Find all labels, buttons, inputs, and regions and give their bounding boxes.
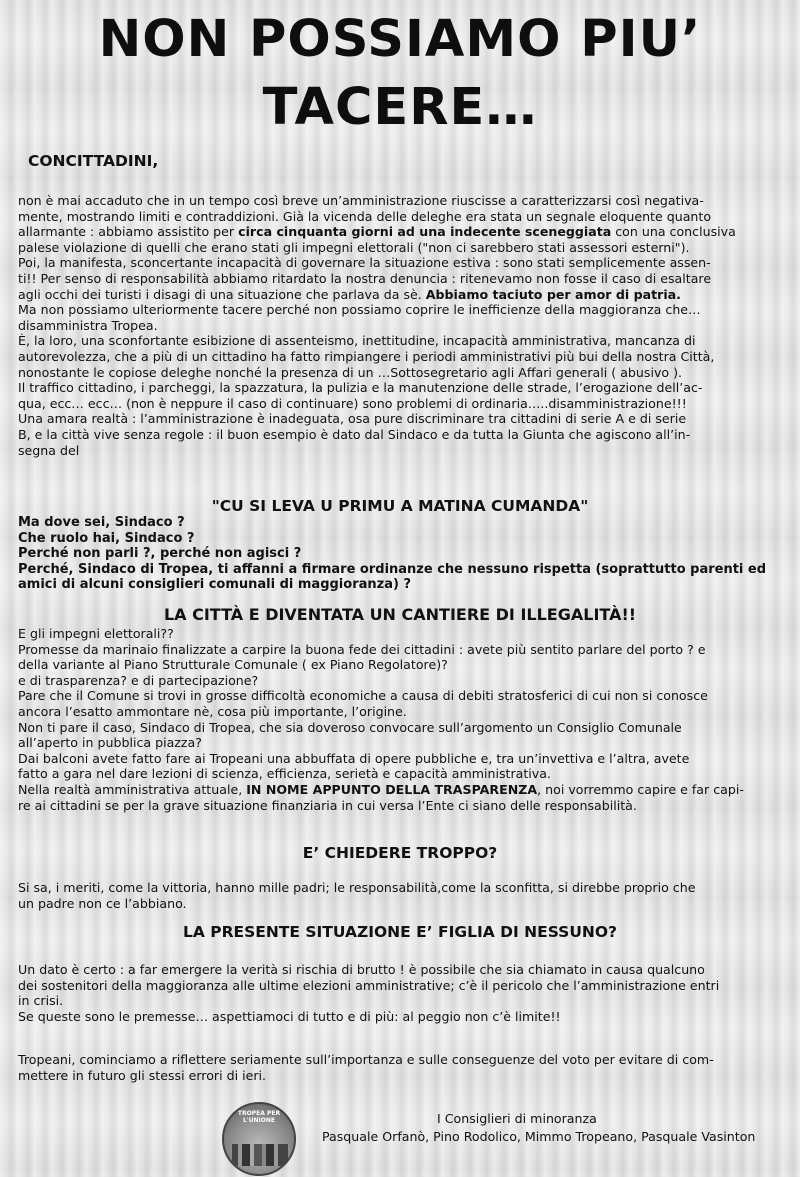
text-line: Si sa, i meriti, come la vittoria, hanno mille padri; le responsabilità,come la sconfitta, si direbbe proprio che (18, 880, 696, 895)
text-line: Il traffico cittadino, i parcheggi, la spazzatura, la pulizia e la manutenzione delle strade, l’erogazione dell’ac- (18, 380, 703, 396)
party-logo (222, 1102, 296, 1176)
text-line: re ai cittadini se per la grave situazione finanziaria in cui versa l’Ente ci siano delle responsabilità. (18, 797, 637, 813)
text-line: E gli impegni elettorali?? (18, 626, 174, 641)
text-line: Non ti pare il caso, Sindaco di Tropea, che sia doveroso convocare sull’argomento un Consiglio Comunale (18, 719, 682, 735)
heading-illegalita: LA CITTÀ E DIVENTATA UN CANTIERE DI ILLEGALITÀ!! (163, 605, 637, 624)
text-line: dei sostenitori della maggioranza alle ultime elezioni amministrative; c’è il pericolo che l’amministrazione entri (18, 977, 720, 993)
questions-block (18, 515, 788, 593)
question-line: Ma dove sei, Sindaco ? (18, 515, 185, 530)
title-line-2: TACERE… (262, 78, 538, 137)
text-line: autorevolezza, che a più di un cittadino ha fatto rimpiangere i periodi amministrativi più bui della nostra Città, (18, 348, 715, 364)
text-line: Tropeani, cominciamo a riflettere seriamente sull’importanza e sulle conseguenze del voto per evitare di com- (18, 1052, 714, 1067)
paragraph-intro (18, 193, 788, 458)
text-line: della variante al Piano Strutturale Comunale ( ex Piano Regolatore)? (18, 657, 448, 673)
question-line: Che ruolo hai, Sindaco ? (18, 530, 195, 546)
salutation: CONCITTADINI, (28, 152, 159, 170)
text-line: B, e la città vive senza regole : il buon esempio è dato dal Sindaco e da tutta la Giunta che agiscono all’in- (18, 426, 691, 442)
text-line: fatto a gara nel dare lezioni di scienza, efficienza, serietà e capacità amministrativa. (18, 766, 551, 782)
paragraph-verita (18, 962, 788, 1024)
text-line: in crisi. (18, 993, 64, 1009)
text-line: mente, mostrando limiti e contraddizioni. Già la vicenda delle deleghe era stata un segnale eloquente quanto (18, 208, 712, 224)
text-line: e di trasparenza? e di partecipazione? (18, 672, 259, 688)
text-line: ancora l’esatto ammontare nè, cosa più importante, l’origine. (18, 703, 407, 719)
question-line: Perché, Sindaco di Tropea, ti affanni a firmare ordinanze che nessuno rispetta (soprattutto parenti ed (18, 561, 767, 577)
paragraph-impegni (18, 626, 788, 813)
text-line: palese violazione di quelli che erano stati gli impegni elettorali ("non ci sarebbero stati assessori esterni"). (18, 239, 690, 255)
text-line: Un dato è certo : a far emergere la verità si rischia di brutto ! è possibile che sia chiamato in causa qualcuno (18, 962, 705, 977)
text-line: Poi, la manifesta, sconcertante incapacità di governare la situazione estiva : sono stati semplicemente assen- (18, 255, 711, 271)
text-line: disamministra Tropea. (18, 317, 158, 333)
text-line: segna del (18, 442, 80, 458)
text-line: nonostante le copiose deleghe nonché la presenza di un …Sottosegretario agli Affari generali ( abusivo ). (18, 364, 683, 380)
text-line: all’aperto in pubblica piazza? (18, 735, 202, 751)
title-line-1: NON POSSIAMO PIU’ (98, 10, 702, 69)
text-line: agli occhi dei turisti i disagi di una situazione che parlava da sè. Abbiamo taciuto per amor di patria. (18, 286, 681, 302)
question-line: amici di alcuni consiglieri comunali di maggioranza) ? (18, 577, 411, 593)
text-line: mettere in futuro gli stessi errori di ieri. (18, 1067, 267, 1083)
text-line: non è mai accaduto che in un tempo così breve un’amministrazione riuscisse a caratterizzarsi così negativa- (18, 193, 704, 208)
text-line: Dai balconi avete fatto fare ai Tropeani una abbuffata di opere pubbliche e, tra un’invettiva e l’altra, avete (18, 750, 690, 766)
text-line: Pare che il Comune si trovi in grosse difficoltà economiche a causa di debiti stratosferici di cui non si conosce (18, 688, 708, 704)
paragraph-tropeani (18, 1052, 788, 1083)
text-line: Ma non possiamo ulteriormente tacere perché non possiamo coprire le inefficienze della maggioranza che… (18, 302, 701, 318)
text-line: qua, ecc… ecc… (non è neppure il caso di continuare) sono problemi di ordinaria…..disamministrazione!!! (18, 395, 687, 411)
text-line: Nella realtà amministrativa attuale, IN NOME APPUNTO DELLA TRASPARENZA, noi vorremmo capire e far capi- (18, 781, 744, 797)
heading-figlia-di-nessuno: LA PRESENTE SITUAZIONE E’ FIGLIA DI NESSUNO? (182, 923, 618, 941)
heading-chiedere-troppo: E’ CHIEDERE TROPPO? (302, 844, 498, 862)
question-line: Perché non parli ?, perché non agisci ? (18, 546, 302, 562)
signature-title: I Consiglieri di minoranza (437, 1111, 597, 1126)
text-line: ti!! Per senso di responsabilità abbiamo ritardato la nostra denuncia : ritenevamo non fosse il caso di esaltare (18, 270, 712, 286)
text-line: un padre non ce l’abbiano. (18, 895, 187, 911)
paragraph-meriti (18, 880, 788, 911)
signature-names: Pasquale Orfanò, Pino Rodolico, Mimmo Tropeano, Pasquale Vasinton (322, 1129, 756, 1144)
text-line: Promesse da marinaio finalizzate a carpire la buona fede dei cittadini : avete più sentito parlare del porto ? e (18, 641, 706, 657)
logo-skyline (232, 1144, 288, 1166)
motto-heading: "CU SI LEVA U PRIMU A MATINA CUMANDA" (211, 497, 589, 515)
logo-lettering: TROPEA PER L'UNIONE (237, 1110, 281, 1124)
text-line: Una amara realtà : l’amministrazione è inadeguata, osa pure discriminare tra cittadini di serie A e di serie (18, 411, 687, 427)
text-line: Se queste sono le premesse… aspettiamoci di tutto e di più: al peggio non c’è limite!! (18, 1008, 561, 1024)
text-line: allarmante : abbiamo assistito per circa cinquanta giorni ad una indecente sceneggiata con una conclusiva (18, 224, 736, 240)
text-line: È, la loro, una sconfortante esibizione di assenteismo, inettitudine, incapacità amministrativa, mancanza di (18, 333, 696, 349)
